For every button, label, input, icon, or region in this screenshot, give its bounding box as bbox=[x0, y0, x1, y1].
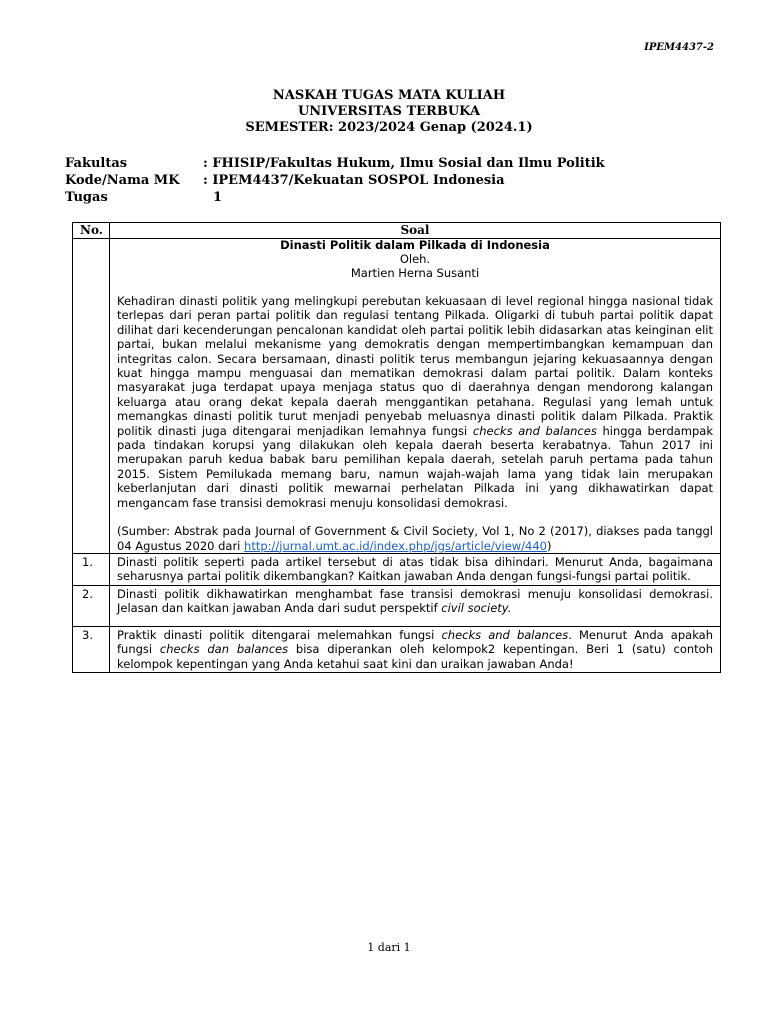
question-text-1: Dinasti politik seperti pada artikel tersebut di atas tidak bisa dihindari. Menurut Anda, bagaimana seharusnya partai politik dikembangkan? Kaitkan jawaban Anda dengan fungsi-fungsi partai politik. bbox=[110, 553, 721, 585]
source-link[interactable]: http://jurnal.umt.ac.id/index.php/jgs/article/view/440 bbox=[244, 538, 548, 553]
heading-semester: SEMESTER: 2023/2024 Genap (2024.1) bbox=[245, 120, 533, 135]
abstract-part-1: Kehadiran dinasti politik yang melingkupi perebutan kekuasaan di level regional hingga nasional tidak terlepas dari peran partai politik dan regulasi tentang Pilkada. Oligarki di tubuh partai politik dapat dilihat dari kecenderungan pencalonan kandidat oleh partai politik lebih didasarkan atas keinginan elit partai, bukan melalui mekanisme yang demokratis dengan mempertimbangkan kemampuan dan integritas calon. Secara bersamaan, dinasti politik terus membangun jejaring kekuasaannya dengan kuat hingga mampu menguasai dan mematikan demokrasi dalam partai politik. Dalam konteks masyarakat juga terdapat upaya menjaga status quo di daerahnya dengan mendorong kalangan keluarga atau orang dekat kepala daerah menggantikan petahana. Regulasi yang lemah untuk memangkas dinasti politik turut menjadi penyebab meluasnya dinasti politik dalam Pilkada. Praktik politik dinasti juga ditengarai menjadikan lemahnya fungsi bbox=[117, 294, 713, 438]
tugas-label: Tugas bbox=[65, 190, 108, 205]
q3-part-3: bisa diperankan oleh kelompok2 kepentingan. Beri 1 (satu) contoh kelompok kepentingan yang Anda ketahui saat kini dan uraikan jawaban Anda! bbox=[117, 642, 713, 671]
page-number: 1 dari 1 bbox=[367, 941, 411, 954]
table-header-row bbox=[73, 223, 721, 239]
kode-label: Kode/Nama MK bbox=[65, 173, 180, 188]
question-row-1 bbox=[73, 553, 721, 585]
header-no: No. bbox=[73, 223, 110, 239]
heading-university: UNIVERSITAS TERBUKA bbox=[297, 104, 481, 119]
fakultas-label: Fakultas bbox=[65, 156, 128, 171]
q3-part-1: Praktik dinasti politik ditengarai melemahkan fungsi bbox=[117, 627, 442, 642]
question-text-2 bbox=[110, 585, 721, 626]
article-no-cell bbox=[73, 239, 110, 554]
course-info bbox=[65, 155, 605, 206]
question-row-2 bbox=[73, 585, 721, 626]
question-number-2: 2. bbox=[73, 585, 110, 626]
q3-part-2: . Menurut Anda apakah fungsi bbox=[117, 627, 713, 657]
article-abstract bbox=[117, 294, 713, 510]
kode-row bbox=[65, 172, 605, 189]
article-source bbox=[117, 524, 713, 553]
question-row-3 bbox=[73, 626, 721, 672]
source-text: (Sumber: Abstrak pada Journal of Government & Civil Society, Vol 1, No 2 (2017), diakses pada tanggl 04 Agustus 2020 dari bbox=[117, 524, 713, 553]
article-row bbox=[73, 239, 721, 554]
tugas-row bbox=[65, 189, 605, 206]
tugas-value: 1 bbox=[213, 190, 223, 205]
header-soal: Soal bbox=[110, 223, 721, 239]
article-by: Oleh. bbox=[399, 252, 431, 266]
question-number-1: 1. bbox=[73, 553, 110, 585]
document-code: IPEM4437-2 bbox=[644, 42, 714, 53]
question-text-3 bbox=[110, 626, 721, 672]
abstract-italic: checks and balances bbox=[472, 423, 597, 438]
q2-part-1: Dinasti politik dikhawatirkan menghambat fase transisi demokrasi menuju konsolidasi demokrasi. Jelasan dan kaitkan jawaban Anda dari sudut perspektif bbox=[117, 586, 713, 616]
fakultas-row bbox=[65, 155, 605, 172]
article-cell bbox=[110, 239, 721, 554]
question-number-3: 3. bbox=[73, 626, 110, 672]
q3-italic-2: checks dan balances bbox=[159, 642, 289, 657]
question-table bbox=[72, 222, 721, 673]
fakultas-value: : FHISIP/Fakultas Hukum, Ilmu Sosial dan Ilmu Politik bbox=[203, 156, 605, 171]
source-close: ) bbox=[547, 538, 552, 553]
heading-title: NASKAH TUGAS MATA KULIAH bbox=[272, 88, 506, 103]
kode-value: : IPEM4437/Kekuatan SOSPOL Indonesia bbox=[203, 173, 505, 188]
article-author: Martien Herna Susanti bbox=[350, 266, 480, 280]
q3-italic-1: checks and balances bbox=[441, 627, 569, 642]
abstract-part-2: hingga berdampak pada tindakan korupsi yang dilakukan oleh kepala daerah beserta kerabatnya. Tahun 2017 ini merupakan paruh kedua babak baru pemilihan kepala daerah, setelah paruh pertama pada tahun 2015. Sistem Pemilukada memang baru, namun wajah-wajah lama yang tidak lain merupakan keberlanjutan dari dinasti politik mewarnai perhelatan Pilkada ini yang dikhawatirkan dapat mengancam fase transisi demokrasi menuju konsolidasi demokrasi. bbox=[117, 423, 714, 510]
article-title: Dinasti Politik dalam Pilkada di Indonesia bbox=[280, 238, 550, 252]
q2-italic: civil society. bbox=[441, 601, 512, 616]
document-heading bbox=[0, 88, 768, 136]
